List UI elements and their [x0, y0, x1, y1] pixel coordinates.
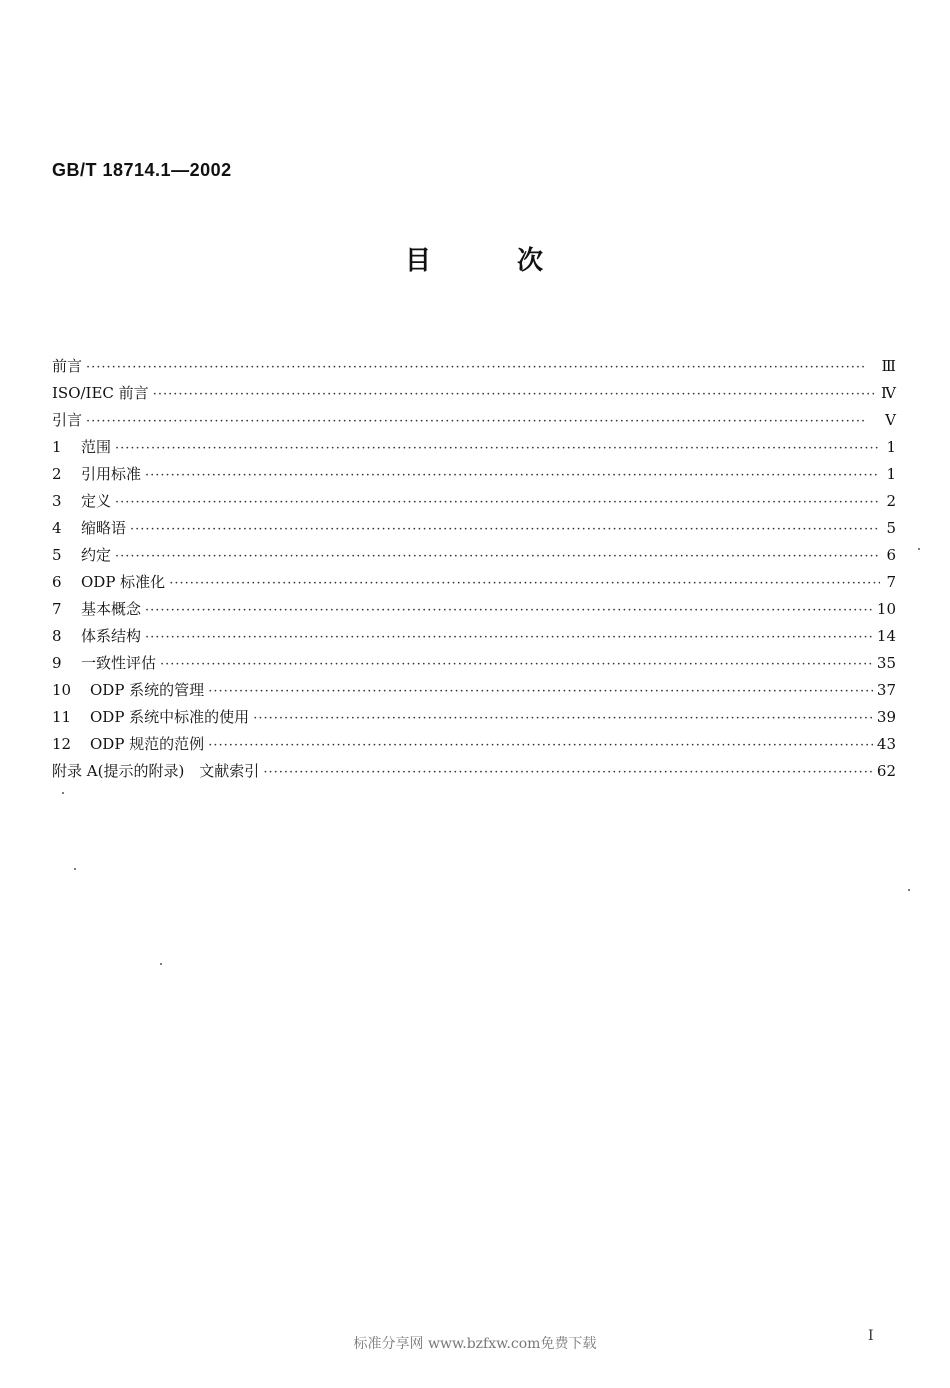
toc-label: 附录 A(提示的附录) 文献索引: [52, 762, 260, 780]
scan-speck: [918, 548, 920, 550]
toc-number: 10: [52, 681, 72, 699]
table-of-contents: [52, 355, 896, 787]
dot-leader: [115, 441, 880, 456]
dot-leader: [263, 765, 873, 780]
toc-entry-foreword[interactable]: [52, 355, 896, 382]
toc-entry-iso-iec-foreword[interactable]: [52, 382, 896, 409]
scan-speck: [74, 868, 76, 870]
toc-label: ISO/IEC 前言: [52, 384, 149, 402]
toc-label: ODP 标准化: [81, 573, 166, 591]
toc-page: 14: [876, 627, 896, 645]
toc-entry-2[interactable]: [52, 463, 896, 490]
toc-label: ODP 规范的范例: [90, 735, 205, 753]
toc-number: 3: [52, 492, 62, 510]
toc-page: 62: [876, 762, 896, 780]
toc-label: 前言: [52, 357, 83, 375]
toc-label: 定义: [81, 492, 112, 510]
toc-entry-annex-a[interactable]: [52, 760, 896, 787]
toc-label: 约定: [81, 546, 112, 564]
toc-page: 10: [876, 600, 896, 618]
toc-page: 6: [886, 546, 896, 564]
page-number: I: [868, 1328, 874, 1344]
toc-number: 7: [52, 600, 62, 618]
toc-entry-10[interactable]: [52, 679, 896, 706]
toc-page: 5: [886, 519, 896, 537]
toc-label: 体系结构: [81, 627, 142, 645]
toc-page: 39: [876, 708, 896, 726]
toc-number: 6: [52, 573, 62, 591]
toc-entry-9[interactable]: [52, 652, 896, 679]
toc-number: 12: [52, 735, 72, 753]
toc-number: 5: [52, 546, 62, 564]
dot-leader: [153, 387, 877, 402]
toc-page: 1: [886, 465, 896, 483]
toc-page: 35: [876, 654, 896, 672]
toc-label: ODP 系统中标准的使用: [90, 708, 250, 726]
toc-number: 4: [52, 519, 62, 537]
scan-speck: [908, 889, 910, 891]
toc-number: 11: [52, 708, 72, 726]
standard-code: GB/T 18714.1—2002: [52, 160, 232, 180]
toc-label: 引用标准: [81, 465, 142, 483]
toc-entry-3[interactable]: [52, 490, 896, 517]
toc-label: 缩略语: [81, 519, 127, 537]
toc-page: 7: [886, 573, 896, 591]
toc-number: 9: [52, 654, 62, 672]
dot-leader: [145, 468, 880, 483]
toc-page: Ⅴ: [885, 411, 896, 429]
toc-entry-7[interactable]: [52, 598, 896, 625]
dot-leader: [145, 630, 873, 645]
toc-label: 范围: [81, 438, 112, 456]
footer-watermark: 标准分享网 www.bzfxw.com免费下载: [353, 1336, 597, 1352]
scan-speck: [160, 963, 162, 965]
page-title: [0, 240, 950, 280]
toc-page: 1: [886, 438, 896, 456]
toc-page: 43: [876, 735, 896, 753]
dot-leader: [208, 684, 873, 699]
dot-leader: [160, 657, 873, 672]
toc-entry-introduction[interactable]: [52, 409, 896, 436]
toc-number: 8: [52, 627, 62, 645]
dot-leader: [86, 360, 878, 375]
dot-leader: [253, 711, 873, 726]
scan-speck: [62, 792, 64, 794]
toc-number: 2: [52, 465, 62, 483]
toc-entry-5[interactable]: [52, 544, 896, 571]
dot-leader: [169, 576, 880, 591]
toc-label: 引言: [52, 411, 83, 429]
title-char-1: 目: [405, 246, 432, 276]
dot-leader: [130, 522, 880, 537]
toc-number: 1: [52, 438, 62, 456]
toc-entry-11[interactable]: [52, 706, 896, 733]
toc-label: 基本概念: [81, 600, 142, 618]
toc-entry-6[interactable]: [52, 571, 896, 598]
dot-leader: [115, 549, 880, 564]
toc-label: 一致性评估: [81, 654, 157, 672]
title-char-2: 次: [517, 246, 544, 276]
toc-page: 37: [876, 681, 896, 699]
dot-leader: [145, 603, 873, 618]
toc-entry-1[interactable]: [52, 436, 896, 463]
dot-leader: [86, 414, 880, 429]
toc-page: Ⅳ: [881, 384, 896, 402]
toc-entry-8[interactable]: [52, 625, 896, 652]
toc-entry-12[interactable]: [52, 733, 896, 760]
toc-label: ODP 系统的管理: [90, 681, 205, 699]
toc-page: Ⅲ: [881, 357, 896, 375]
dot-leader: [115, 495, 880, 510]
toc-entry-4[interactable]: [52, 517, 896, 544]
toc-page: 2: [886, 492, 896, 510]
dot-leader: [208, 738, 873, 753]
